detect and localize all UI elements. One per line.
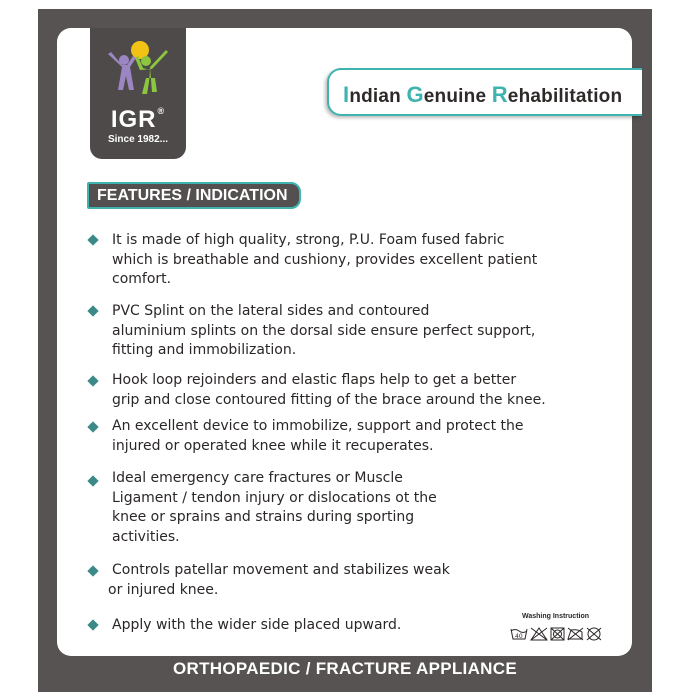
feature-item: Ideal emergency care fractures or Muscle Ligament / tendon injury or dislocations ot the knee or sprains and strains during sporting activities. — [112, 470, 437, 545]
features-heading: FEATURES / INDICATION — [87, 182, 301, 209]
feature-item: Hook loop rejoinders and elastic flaps help to get a better grip and close contoured fitting of the brace around the knee. — [112, 372, 546, 408]
no-iron-icon — [568, 628, 583, 640]
feature-item: An excellent device to immobilize, support and protect the injured or operated knee while it recuperates. — [112, 418, 524, 454]
feature-item: Controls patellar movement and stabilizes weak or injured knee. — [108, 562, 450, 598]
logo-since: Since 1982... — [107, 134, 169, 145]
logo-figures-icon — [106, 40, 170, 106]
washing-symbols — [510, 626, 614, 642]
brand-banner — [327, 68, 642, 116]
wash-40-icon — [511, 629, 527, 640]
no-dry-clean-icon — [587, 628, 601, 640]
svg-text:40: 40 — [515, 633, 523, 640]
feature-item: It is made of high quality, strong, P.U. Foam fused fabric which is breathable and cushiony, provides excellent patient comfort. — [112, 232, 538, 287]
feature-item: PVC Splint on the lateral sides and contoured aluminium splints on the dorsal side ensure perfect support, fitting and immobilization. — [112, 303, 536, 358]
logo-wordmark: IGR® — [110, 106, 166, 133]
feature-item: Apply with the wider side placed upward. — [112, 617, 402, 633]
brand-name: Indian Genuine Rehabilitation — [343, 82, 623, 107]
washing-instruction-title: Washing Instruction — [522, 613, 590, 620]
footer-title: ORTHOPAEDIC / FRACTURE APPLIANCE — [173, 659, 517, 678]
igr-logo — [90, 28, 186, 159]
no-tumble-dry-icon — [551, 628, 564, 640]
no-bleach-icon — [531, 628, 547, 640]
